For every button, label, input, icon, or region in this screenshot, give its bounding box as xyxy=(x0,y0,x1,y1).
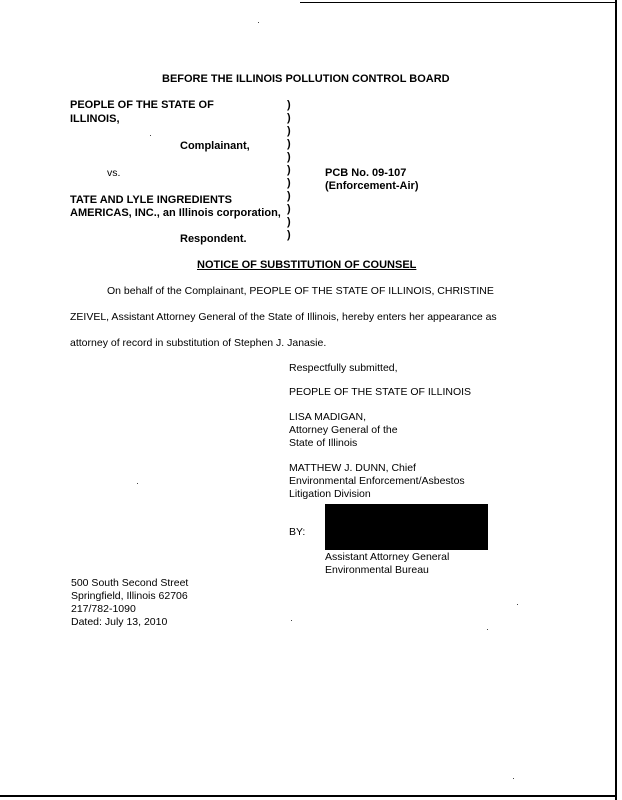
caption-paren: ) xyxy=(287,125,291,137)
signer-title-line2: Environmental Bureau xyxy=(325,564,429,576)
address-phone: 217/782-1090 xyxy=(71,603,136,615)
page-edge-right xyxy=(615,0,617,800)
scan-speck xyxy=(137,483,138,484)
attorney-general-title-line1: Attorney General of the xyxy=(289,424,398,436)
respondent-name-line2: AMERICAS, INC., an Illinois corporation, xyxy=(70,207,281,219)
scan-speck xyxy=(517,604,518,605)
complainant-name-line2: ILLINOIS, xyxy=(70,113,120,125)
attorney-general-name: LISA MADIGAN, xyxy=(289,411,367,423)
date-line: Dated: July 13, 2010 xyxy=(71,616,168,628)
case-type: (Enforcement-Air) xyxy=(325,180,419,192)
page-edge-top xyxy=(300,2,617,3)
page-edge-bottom xyxy=(0,795,617,797)
scan-speck xyxy=(487,629,488,630)
respectfully-submitted: Respectfully submitted, xyxy=(289,362,398,374)
board-title: BEFORE THE ILLINOIS POLLUTION CONTROL BOARD xyxy=(162,73,450,85)
notice-paragraph-line1: On behalf of the Complainant, PEOPLE OF THE STATE OF ILLINOIS, CHRISTINE xyxy=(107,285,494,297)
by-label: BY: xyxy=(289,526,306,538)
caption-paren: ) xyxy=(287,229,291,241)
address-street: 500 South Second Street xyxy=(71,577,189,589)
people-of-illinois: PEOPLE OF THE STATE OF ILLINOIS xyxy=(289,386,472,398)
scan-speck xyxy=(150,135,151,136)
notice-paragraph-line2: ZEIVEL, Assistant Attorney General of the State of Illinois, hereby enters her appearance as xyxy=(70,311,497,323)
attorney-general-title-line2: State of Illinois xyxy=(289,437,358,449)
caption-paren: ) xyxy=(287,203,291,215)
caption-paren: ) xyxy=(287,112,291,124)
chief-title-line1: Environmental Enforcement/Asbestos xyxy=(289,475,465,487)
scan-speck xyxy=(513,778,514,779)
caption-paren: ) xyxy=(287,99,291,111)
caption-paren: ) xyxy=(287,177,291,189)
caption-paren: ) xyxy=(287,164,291,176)
notice-title: NOTICE OF SUBSTITUTION OF COUNSEL xyxy=(197,259,417,271)
respondent-role: Respondent. xyxy=(180,233,247,245)
complainant-role: Complainant, xyxy=(180,140,250,152)
chief-title-line2: Litigation Division xyxy=(289,488,371,500)
versus-label: vs. xyxy=(107,167,121,179)
scan-speck xyxy=(291,620,292,621)
caption-paren: ) xyxy=(287,138,291,150)
case-number: PCB No. 09-107 xyxy=(325,167,407,179)
address-city: Springfield, Illinois 62706 xyxy=(71,590,188,602)
scan-speck xyxy=(258,22,259,23)
caption-paren: ) xyxy=(287,190,291,202)
complainant-name-line1: PEOPLE OF THE STATE OF xyxy=(70,99,214,111)
redacted-signature xyxy=(325,504,488,550)
caption-paren: ) xyxy=(287,151,291,163)
chief-name: MATTHEW J. DUNN, Chief xyxy=(289,462,416,474)
caption-paren: ) xyxy=(287,216,291,228)
notice-paragraph-line3: attorney of record in substitution of Stephen J. Janasie. xyxy=(70,337,327,349)
signer-title-line1: Assistant Attorney General xyxy=(325,551,450,563)
respondent-name-line1: TATE AND LYLE INGREDIENTS xyxy=(70,194,232,206)
